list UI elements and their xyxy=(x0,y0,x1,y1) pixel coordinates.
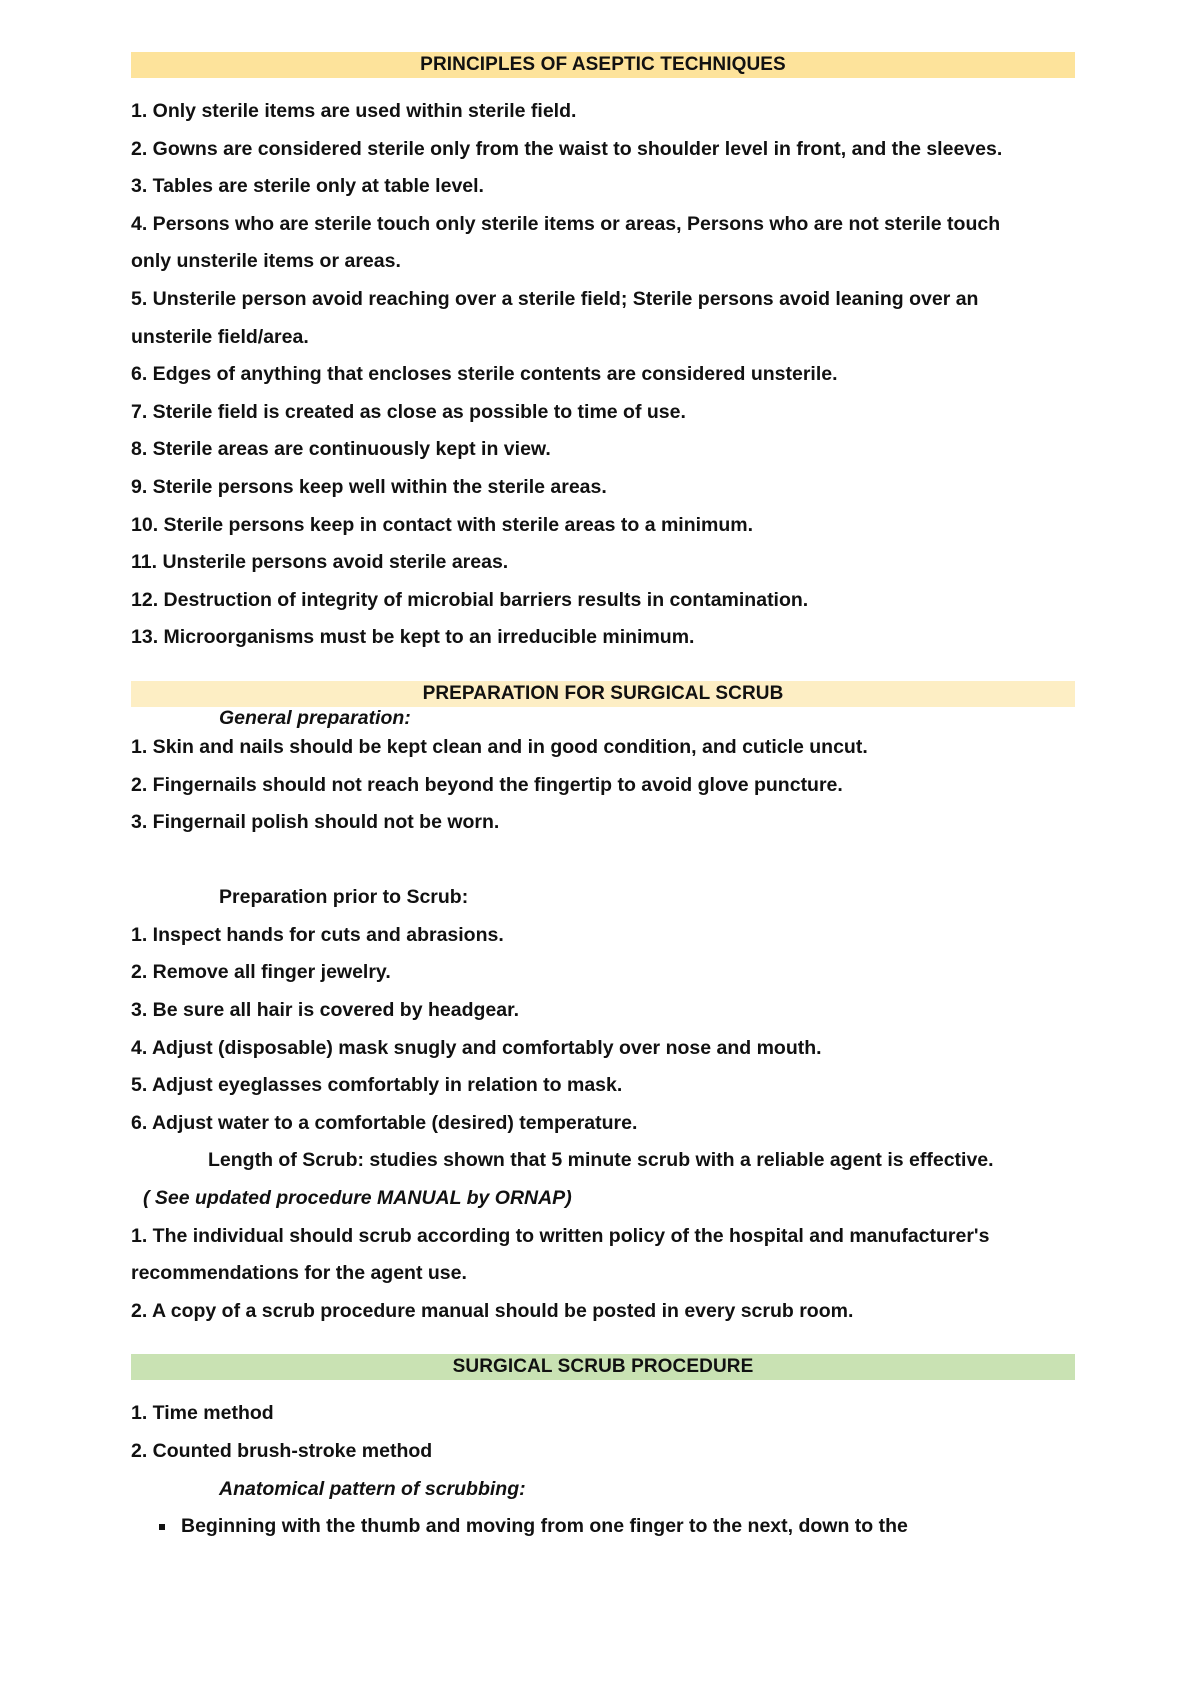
item-text: Time method xyxy=(147,1402,274,1425)
item-number: 2. xyxy=(131,1440,148,1462)
item-text: Fingernails should not reach beyond the fingertip to avoid glove puncture. xyxy=(147,773,843,796)
item-number: 7. xyxy=(131,400,148,423)
item-number: 1. xyxy=(131,1402,148,1425)
item-text: Adjust water to a comfortable (desired) temperature. xyxy=(147,1111,638,1134)
item-number: 9. xyxy=(131,475,148,498)
item-number: 13. xyxy=(131,626,159,649)
item-text: Destruction of integrity of microbial barriers results in contamination. xyxy=(158,588,809,611)
list-item xyxy=(131,917,1075,955)
item-text: The individual should scrub according to written policy of the hospital and manufacturer's xyxy=(147,1224,990,1247)
prior-to-scrub-list xyxy=(131,917,1075,1143)
anatomical-bullet-list xyxy=(131,1508,1075,1546)
item-number: 1. xyxy=(131,100,148,122)
list-item xyxy=(131,281,1075,319)
length-of-scrub-label: Length of Scrub: xyxy=(208,1149,364,1172)
list-item xyxy=(131,804,1075,842)
item-number: 4. xyxy=(131,1036,148,1059)
item-number: 3. xyxy=(131,811,148,834)
list-item xyxy=(131,729,1075,767)
section-header-aseptic: PRINCIPLES OF ASEPTIC TECHNIQUES xyxy=(131,52,1075,78)
list-item xyxy=(131,431,1075,469)
list-item xyxy=(131,1293,1075,1331)
bullet-text: Beginning with the thumb and moving from one finger to the next, down to the xyxy=(181,1515,908,1538)
list-item xyxy=(131,582,1075,620)
item-text: Inspect hands for cuts and abrasions. xyxy=(147,923,504,946)
item-number: 2. xyxy=(131,773,148,796)
list-item-continuation: unsterile field/area. xyxy=(131,325,309,348)
general-preparation-heading: General preparation: xyxy=(219,706,411,729)
item-number: 8. xyxy=(131,438,148,461)
list-item xyxy=(131,394,1075,432)
list-item xyxy=(131,1395,1075,1433)
item-number: 6. xyxy=(131,1111,148,1134)
item-number: 2. xyxy=(131,961,148,984)
aseptic-principles-list xyxy=(131,93,1075,657)
list-item xyxy=(131,619,1075,657)
section-header-procedure: SURGICAL SCRUB PROCEDURE xyxy=(131,1354,1075,1380)
item-text: Remove all finger jewelry. xyxy=(147,961,391,984)
list-item xyxy=(131,992,1075,1030)
item-text: Unsterile persons avoid sterile areas. xyxy=(157,551,509,574)
list-item xyxy=(131,206,1075,244)
item-number: 6. xyxy=(131,363,148,386)
item-text: Fingernail polish should not be worn. xyxy=(147,811,500,834)
item-text: Skin and nails should be kept clean and in good condition, and cuticle uncut. xyxy=(147,735,868,758)
list-item xyxy=(131,1067,1075,1105)
item-number: 11. xyxy=(131,551,158,574)
item-number: 1. xyxy=(131,735,148,758)
item-number: 1. xyxy=(131,923,148,946)
item-number: 12. xyxy=(131,588,159,611)
anatomical-pattern-heading: Anatomical pattern of scrubbing: xyxy=(219,1477,526,1500)
item-text: Gowns are considered sterile only from the waist to shoulder level in front, and the sleeves. xyxy=(147,137,1003,160)
list-item xyxy=(131,1433,1075,1471)
length-of-scrub-text: studies shown that 5 minute scrub with a reliable agent is effective. xyxy=(363,1149,994,1172)
list-item xyxy=(131,356,1075,394)
item-number: 1. xyxy=(131,1224,148,1247)
square-bullet-icon xyxy=(159,1524,165,1530)
item-number: 5. xyxy=(131,287,148,310)
item-text: Sterile field is created as close as possible to time of use. xyxy=(147,400,686,423)
manual-note: ( See updated procedure MANUAL by ORNAP) xyxy=(143,1187,572,1210)
item-number: 3. xyxy=(131,999,148,1022)
policy-list xyxy=(131,1218,1075,1331)
list-item xyxy=(131,1030,1075,1068)
item-text: Edges of anything that encloses sterile contents are considered unsterile. xyxy=(147,363,838,386)
list-item xyxy=(131,1105,1075,1143)
item-text: Microorganisms must be kept to an irreducible minimum. xyxy=(158,626,695,649)
item-text: Persons who are sterile touch only sterile items or areas, Persons who are not sterile touch xyxy=(147,212,1001,235)
length-of-scrub-line xyxy=(131,1142,1075,1180)
list-item-continuation: recommendations for the agent use. xyxy=(131,1262,467,1285)
document-page xyxy=(131,52,1075,1546)
item-text: Adjust eyeglasses comfortably in relation to mask. xyxy=(147,1074,623,1097)
item-text: Sterile areas are continuously kept in view. xyxy=(147,438,551,461)
list-item-continuation: only unsterile items or areas. xyxy=(131,250,401,273)
list-item xyxy=(131,93,1075,131)
item-number: 3. xyxy=(131,175,148,198)
list-item xyxy=(131,1218,1075,1256)
list-item xyxy=(131,544,1075,582)
item-number: 2. xyxy=(131,137,148,160)
item-text: Sterile persons keep well within the sterile areas. xyxy=(147,475,607,498)
item-number: 5. xyxy=(131,1074,148,1097)
list-item xyxy=(131,954,1075,992)
list-item xyxy=(131,469,1075,507)
item-text: Adjust (disposable) mask snugly and comfortably over nose and mouth. xyxy=(147,1036,822,1059)
list-item xyxy=(131,507,1075,545)
item-text: A copy of a scrub procedure manual should be posted in every scrub room. xyxy=(147,1299,854,1322)
section-header-scrub-prep: PREPARATION FOR SURGICAL SCRUB xyxy=(131,681,1075,707)
item-text: Tables are sterile only at table level. xyxy=(147,175,484,198)
item-number: 10. xyxy=(131,513,159,536)
list-item xyxy=(131,168,1075,206)
bullet-item xyxy=(131,1508,1075,1546)
general-preparation-list xyxy=(131,729,1075,842)
prior-to-scrub-heading: Preparation prior to Scrub: xyxy=(219,886,469,909)
item-text: Counted brush-stroke method xyxy=(147,1440,433,1462)
item-text: Only sterile items are used within sterile field. xyxy=(147,100,577,122)
item-number: 2. xyxy=(131,1299,148,1322)
item-number: 4. xyxy=(131,212,148,235)
item-text: Unsterile person avoid reaching over a sterile field; Sterile persons avoid leaning over an xyxy=(147,287,979,310)
item-text: Sterile persons keep in contact with sterile areas to a minimum. xyxy=(158,513,754,536)
scrub-methods-list xyxy=(131,1395,1075,1470)
item-text: Be sure all hair is covered by headgear. xyxy=(147,999,520,1022)
list-item xyxy=(131,131,1075,169)
list-item xyxy=(131,767,1075,805)
